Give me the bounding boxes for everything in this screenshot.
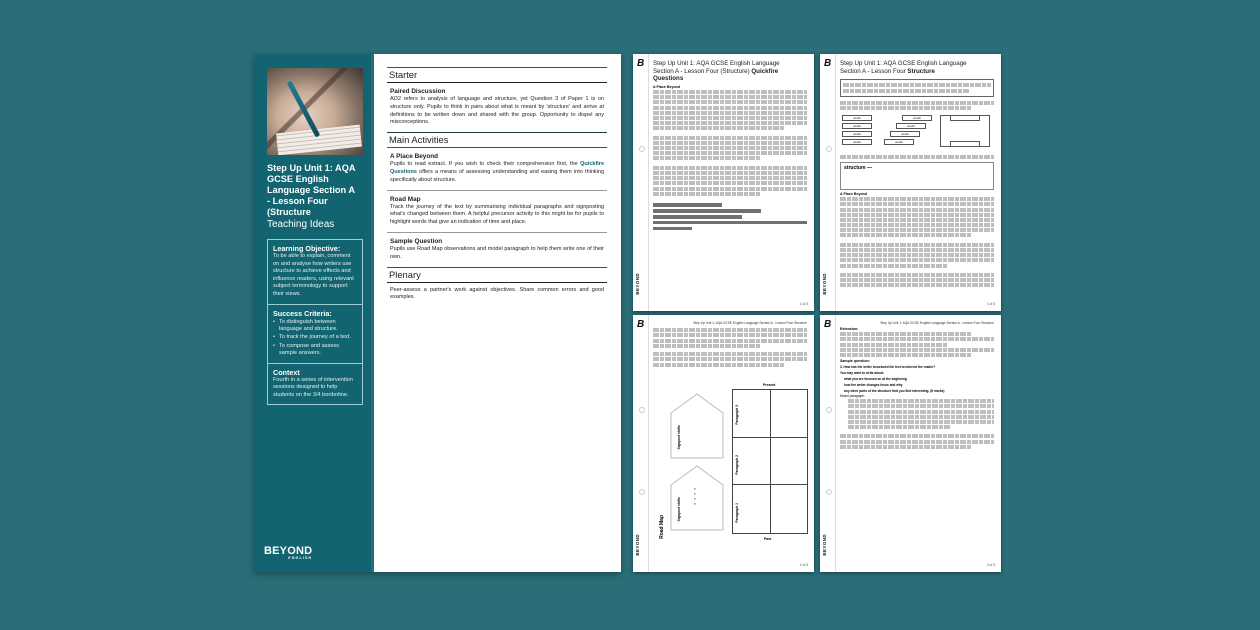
gutter-line	[835, 54, 836, 311]
success-criteria-heading: Success Criteria:	[273, 308, 332, 318]
page-number: 1 of 3	[987, 302, 995, 306]
grid-top-label: Present	[763, 383, 776, 387]
word-box: words	[890, 131, 920, 137]
bullet-item: any other parts of the structure that you find interesting. (8 marks)	[844, 388, 945, 393]
frame-top	[950, 115, 980, 121]
vertical-logo: BEYOND	[822, 534, 827, 556]
may-write-label: You may want to write about:	[840, 370, 885, 375]
title-line: Section A - Lesson Four	[840, 67, 908, 75]
beyond-b-icon: B	[637, 319, 645, 330]
beyond-logo	[264, 545, 312, 560]
criteria-item: • To distinguish between language and structure.	[273, 319, 357, 334]
logo-main: BEYOND	[264, 545, 313, 557]
success-criteria-list	[273, 319, 357, 358]
writing-hand-photo	[267, 68, 363, 155]
punch-hole-icon	[639, 146, 645, 152]
definition-box: structure —	[840, 162, 994, 190]
punch-hole-icon	[639, 489, 645, 495]
block-title: Road Map	[390, 195, 421, 203]
learning-objective-text: To be able to explain, comment on and analyse how writers use structure to achieve effects and influence readers, using relevant subject terminology to support their views.	[273, 253, 354, 297]
page-header: Step Up Unit 1: AQA GCSE English Language Section A - Lesson Four Structure	[880, 321, 994, 325]
gutter-line	[835, 315, 836, 572]
extension-heading: Extension:	[840, 327, 859, 331]
a-place-beyond	[387, 148, 607, 189]
preview-page-structure[interactable]	[820, 54, 1001, 311]
page-header: Step Up Unit 1: AQA GCSE English Language Section A - Lesson Four Structure	[693, 321, 807, 325]
block-text: Pupils use Road Map observations and model paragraph to help them write one of their own.	[390, 245, 604, 260]
title-line: Section A - Lesson Four (Structure)	[653, 67, 752, 75]
block-text	[390, 161, 604, 184]
word-box: words	[842, 123, 872, 129]
model-label: Model paragraph:	[840, 393, 865, 398]
learning-objective-heading: Learning Objective:	[273, 244, 341, 253]
question-line	[653, 203, 722, 207]
frame-bottom	[950, 141, 980, 147]
block-text: Track the journey of the text by summarising individual paragraphs and signposting what's changed between them. A helpful precursor activity to this might be for pupils to highlight words that give an indication of time and place.	[390, 203, 604, 226]
bullet-item: what you are focused on at the beginning	[844, 376, 907, 381]
page-content	[653, 321, 807, 368]
starter-heading: Starter	[387, 67, 607, 83]
punch-hole-icon	[639, 407, 645, 413]
preview-page-sample-question[interactable]	[820, 315, 1001, 572]
page-content	[653, 60, 807, 233]
plenary	[387, 283, 607, 308]
plenary-heading: Plenary	[387, 267, 607, 283]
page-number: 2 of 3	[800, 563, 808, 567]
road-map-title: Road Map	[659, 515, 665, 539]
punch-hole-icon	[826, 146, 832, 152]
grid-bottom-label: Past	[764, 537, 772, 541]
structure-diagrams	[840, 113, 994, 151]
sample-question-heading: Sample question:	[840, 358, 870, 363]
page-number: 1 of 3	[800, 302, 808, 306]
objective-box	[840, 79, 994, 97]
gutter-line	[648, 54, 649, 311]
punch-hole-icon	[826, 489, 832, 495]
context-text: Fourth in a series of intervention sessions designed to help students on the 3/4 borderline.	[273, 376, 353, 398]
house-note: ● ● ● ●	[693, 487, 697, 506]
learning-objective	[268, 240, 362, 304]
question-line	[653, 209, 761, 213]
signpost-label: Signpost shifts	[677, 497, 681, 522]
page-title	[653, 60, 807, 83]
page-title	[840, 60, 994, 75]
paired-discussion	[387, 83, 607, 132]
page-number: 3 of 3	[987, 563, 995, 567]
lesson-subtitle: Teaching Ideas	[267, 219, 335, 230]
page-content	[840, 60, 994, 289]
beyond-b-icon: B	[637, 58, 645, 69]
vertical-logo: BEYOND	[635, 534, 640, 556]
question-text: 3. How has the writer structured the text to interest the reader?	[840, 364, 936, 369]
word-box: words	[842, 131, 872, 137]
preview-page-road-map[interactable]	[633, 315, 814, 572]
sample-question	[387, 232, 607, 267]
punch-hole-icon	[826, 407, 832, 413]
signpost-label: Signpost shifts	[677, 425, 681, 450]
block-title: A Place Beyond	[390, 153, 439, 161]
criteria-item: • To compose and assess sample answers.	[273, 343, 357, 358]
section-heading: A Place Beyond	[840, 191, 868, 196]
row-label: Paragraph 1	[735, 503, 739, 523]
word-box: words	[842, 115, 872, 121]
lesson-sidebar	[254, 54, 371, 572]
paper-shape	[276, 125, 362, 155]
block-title: Paired Discussion	[390, 88, 446, 95]
row-label: Paragraph 2	[735, 455, 739, 475]
text-after: offers a means of assessing understanding and easing them into thinking specifically about structure.	[390, 168, 604, 183]
objectives-box	[267, 239, 363, 405]
section-heading: A Place Beyond	[653, 84, 681, 89]
word-box: words	[884, 139, 914, 145]
title-line: Step Up Unit 1: AQA GCSE English Language	[840, 60, 967, 67]
lesson-plan-page	[374, 54, 621, 572]
block-title: Sample Question	[390, 237, 443, 245]
context-heading: Context	[273, 367, 300, 377]
quickfire-questions-link[interactable]: Quickfire Questions	[390, 161, 604, 175]
road-map-grid	[732, 389, 808, 534]
road-map	[387, 190, 607, 232]
text-before: Pupils to read extract. If you wish to check their comprehension first, the	[390, 161, 581, 168]
vertical-logo: BEYOND	[635, 273, 640, 295]
word-box: words	[896, 123, 926, 129]
word-box: words	[902, 115, 932, 121]
title-bold: Quickfire Questions	[653, 67, 779, 83]
preview-page-quickfire[interactable]	[633, 54, 814, 311]
title-line: Step Up Unit 1: AQA GCSE English Language	[653, 60, 780, 67]
beyond-b-icon: B	[824, 58, 832, 69]
title-bold: Structure	[907, 67, 935, 75]
teaching-ideas-spread	[254, 54, 621, 572]
block-text: AO2 refers to analysis of language and structure, yet Question 3 of Paper 1 is on structure only. Pupils to think in pairs about what is meant by 'structure' and arrive at definitions to be written down and shared with the group. Opportunity to dispel any misconceptions.	[390, 96, 604, 126]
vertical-logo: BEYOND	[822, 273, 827, 295]
pen-shape	[287, 80, 321, 137]
bullet-item: how the writer changes focus and why	[844, 382, 903, 387]
question-line	[653, 221, 807, 225]
beyond-b-icon: B	[824, 319, 832, 330]
word-box: words	[842, 139, 872, 145]
logo-sub: ENGLISH	[288, 556, 313, 560]
context	[268, 363, 362, 405]
row-label: Paragraph 3	[735, 405, 739, 425]
page-content	[840, 321, 994, 450]
question-line	[653, 227, 692, 231]
plenary-text: Peer-assess a partner's work against objectives. Share common errors and good examples.	[390, 286, 604, 301]
main-activities-heading: Main Activities	[387, 132, 607, 148]
gutter-line	[648, 315, 649, 572]
lesson-title: Step Up Unit 1: AQA GCSE English Language Section A - Lesson Four (Structure	[267, 163, 356, 217]
success-criteria	[268, 304, 362, 363]
criteria-item: • To track the journey of a text.	[273, 334, 357, 341]
question-line	[653, 215, 742, 219]
